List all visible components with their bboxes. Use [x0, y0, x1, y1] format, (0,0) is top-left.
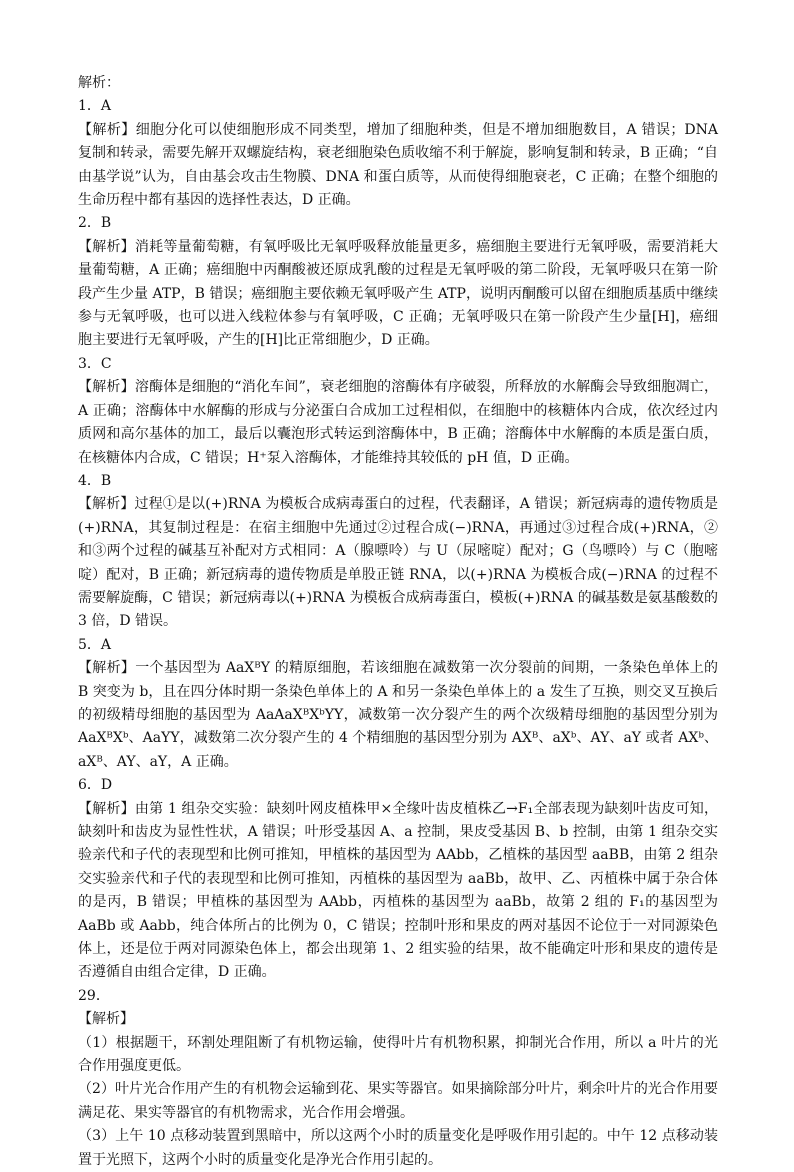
sub-answer-3: （3）上午 10 点移动装置到黑暗中，所以这两个小时的质量变化是呼吸作用引起的。中午 12 点移动装置于光照下，这两个小时的质量变化是净光合作用引起的。 — [78, 1128, 718, 1168]
answer-block-29 — [78, 985, 718, 1172]
sub-answer-1: （1）根据题干，环割处理阻断了有机物运输，使得叶片有机物积累，抑制光合作用，所以 a 叶片的光合作用强度更低。 — [78, 1034, 718, 1075]
analysis-label: 【解析】 — [78, 1011, 134, 1028]
analysis-label: 【解析】 — [78, 238, 135, 255]
analysis-label: 【解析】 — [78, 800, 135, 817]
answer-block — [78, 95, 718, 212]
explanation-text: 细胞分化可以使细胞形成不同类型，增加了细胞种类，但是不增加细胞数目，A 错误；DNA 复制和转录，需要先解开双螺旋结构，衰老细胞染色质收缩不利于解旋，影响复制和转录，B 正确；“自由基学说”认为，自由基会攻击生物膜、DNA 和蛋白质等，从而使得细胞衰老，C 正确；在整个细胞的生命历程中都有基因的选择性表达，D 正确。 — [78, 121, 718, 209]
document-page — [78, 72, 718, 1172]
answer-block — [78, 353, 718, 470]
answer-block — [78, 470, 718, 634]
answer-number: 5．A — [78, 636, 112, 653]
answer-explanation — [78, 493, 718, 633]
answer-block — [78, 212, 718, 352]
answer-number: 2．B — [78, 215, 112, 232]
explanation-text: 由第 1 组杂交实验：缺刻叶网皮植株甲×全缘叶齿皮植株乙→F₁全部表现为缺刻叶齿皮可知，缺刻叶和齿皮为显性性状，A 错误；叶形受基因 A、a 控制，果皮受基因 B、b 控制，由第 1 组杂交实验亲代和子代的表现型和比例可推知，甲植株的基因型为 AAbb，乙植株的基因型 aaBB，由第 2 组杂交实验亲代和子代的表现型和比例可推知，丙植株的基因型为 aaBb，故甲、乙、丙植株中属于杂合体的是丙，B 错误；甲植株的基因型为 AAbb，丙植株的基因型为 aaBb，故第 2 组的 F₁的基因型为 AaBb 或 Aabb，纯合体所占的比例为 0，C 错误；控制叶形和果皮的两对基因不论位于一对同源染色体上，还是位于两对同源染色体上，都会出现第 1、2 组实验的结果，故不能确定叶形和果皮的遗传是否遵循自由组合定律，D 正确。 — [78, 800, 719, 981]
heading: 解析： — [78, 75, 120, 91]
answer-number: 29． — [78, 987, 110, 1004]
analysis-label: 【解析】 — [78, 379, 135, 396]
answer-explanation — [78, 657, 718, 774]
answer-explanation — [78, 236, 718, 353]
answer-number: 4．B — [78, 472, 112, 489]
analysis-label: 【解析】 — [78, 121, 136, 138]
sub-answer-2: （2）叶片光合作用产生的有机物会运输到花、果实等器官。如果摘除部分叶片，剩余叶片的光合作用要满足花、果实等器官的有机物需求，光合作用会增强。 — [78, 1081, 718, 1121]
explanation-text: 溶酶体是细胞的“消化车间”，衰老细胞的溶酶体有序破裂，所释放的水解酶会导致细胞凋亡，A 正确；溶酶体中水解酶的形成与分泌蛋白合成加工过程相似，在细胞中的核糖体内合成，依次经过内质网和高尔基体的加工，最后以囊泡形式转运到溶酶体中，B 正确；溶酶体中水解酶的本质是蛋白质，在核糖体内合成，C 错误；H⁺泵入溶酶体，才能维持其较低的 pH 值，D 正确。 — [78, 379, 719, 466]
answer-block — [78, 634, 718, 774]
answer-number: 1．A — [78, 98, 112, 115]
analysis-label: 【解析】 — [78, 496, 135, 513]
analysis-label: 【解析】 — [78, 660, 136, 677]
explanation-text: 一个基因型为 AaXᴮY 的精原细胞，若该细胞在减数第一次分裂前的间期，一条染色单体上的 B 突变为 b，且在四分体时期一条染色单体上的 A 和另一条染色单体上的 a 发生了互换，则交叉互换后的初级精母细胞的基因型为 AaAaXᴮXᵇYY，减数第一次分裂产生的两个次级精母细胞的基因型分别为 AaXᴮXᵇ、AaYY，减数第二次分裂产生的 4 个精细胞的基因型分别为 AXᴮ、aXᵇ、AY、aY 或者 AXᵇ、aXᴮ、AY、aY，A 正确。 — [78, 660, 718, 770]
explanation-text: 过程①是以(+)RNA 为模板合成病毒蛋白的过程，代表翻译，A 错误；新冠病毒的遗传物质是(+)RNA，其复制过程是：在宿主细胞中先通过②过程合成(−)RNA，再通过③过程合成(+)RNA，②和③两个过程的碱基互补配对方式相同：A（腺嘌呤）与 U（尿嘧啶）配对；G（鸟嘌呤）与 C（胞嘧啶）配对，B 正确；新冠病毒的遗传物质是单股正链 RNA，以(+)RNA 为模板合成(−)RNA 的过程不需要解旋酶，C 错误；新冠病毒以(+)RNA 为模板合成病毒蛋白，模板(+)RNA 的碱基数是氨基酸数的 3 倍，D 错误。 — [78, 496, 718, 630]
answer-explanation — [78, 119, 718, 213]
answer-number: 6．D — [78, 777, 113, 794]
explanation-text: 消耗等量葡萄糖，有氧呼吸比无氧呼吸释放能量更多，癌细胞主要进行无氧呼吸，需要消耗大量葡萄糖，A 正确；癌细胞中丙酮酸被还原成乳酸的过程是无氧呼吸的第二阶段，无氧呼吸只在第一阶段产生少量 ATP，B 错误；癌细胞主要依赖无氧呼吸产生 ATP，说明丙酮酸可以留在细胞质基质中继续参与无氧呼吸，也可以进入线粒体参与有氧呼吸，C 正确；无氧呼吸只在第一阶段产生少量[H]，癌细胞主要进行无氧呼吸，产生的[H]比正常细胞少，D 正确。 — [78, 238, 719, 349]
answer-explanation — [78, 376, 718, 470]
answer-explanation — [78, 798, 718, 985]
answer-number: 3．C — [78, 355, 112, 372]
answer-block — [78, 774, 718, 985]
